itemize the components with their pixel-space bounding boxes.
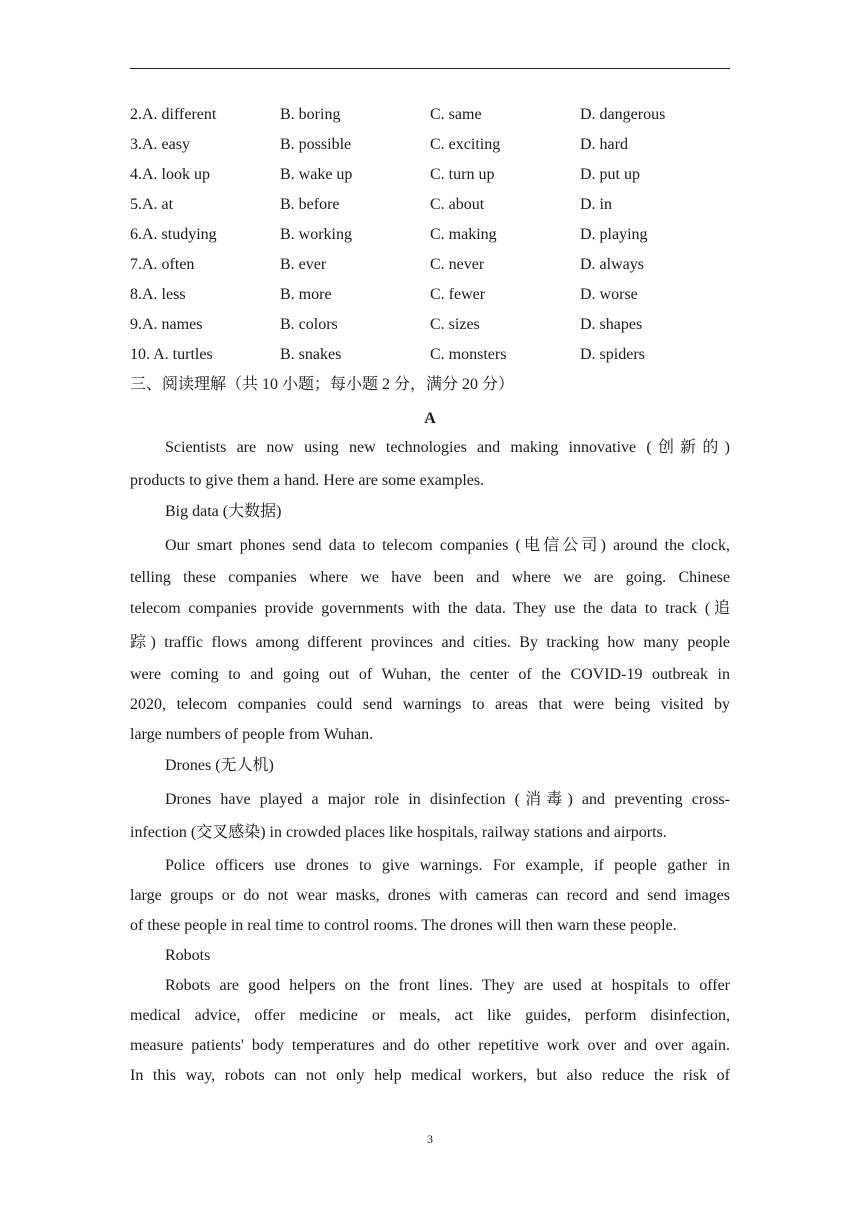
paragraph-line: 踪) traffic flows among different provinces and cities. By tracking how many people [130,634,731,651]
subheading-drones: Drones (无人机) [165,757,274,774]
options-row-4 [130,161,730,191]
option-d: D. worse [580,286,638,303]
paragraph-line: telecom companies provide governments with the data. They use the data to track (追 [130,600,730,617]
option-a: 5.A. at [130,196,174,213]
paragraph-line: large groups or do not wear masks, drones with cameras can record and send images [130,887,730,904]
option-b: B. snakes [280,346,342,363]
paragraph-line: large numbers of people from Wuhan. [130,726,374,743]
option-a: 4.A. look up [130,166,210,183]
subheading-big-data: Big data (大数据) [165,503,282,520]
option-c: C. same [430,106,482,123]
option-c: C. about [430,196,485,213]
option-b: B. ever [280,256,327,273]
section-heading: 三、阅读理解（共 10 小题；每小题 2 分，满分 20 分） [130,376,515,393]
paragraph-line: medical advice, offer medicine or meals, act like guides, perform disinfection, [130,1007,730,1024]
options-row-9 [130,311,730,341]
option-a: 3.A. easy [130,136,190,153]
paragraph-line: of these people in real time to control rooms. The drones will then warn these people. [130,917,677,934]
option-a: 10. A. turtles [130,346,213,363]
option-d: D. shapes [580,316,643,333]
options-row-8 [130,281,730,311]
paragraph-line: Drones have played a major role in disinfection (消毒) and preventing cross- [165,791,730,808]
passage-label: A [424,410,436,427]
option-d: D. spiders [580,346,645,363]
answer-options [130,101,730,371]
subheading-robots: Robots [165,947,211,964]
options-row-5 [130,191,730,221]
paragraph-line: Our smart phones send data to telecom companies (电信公司) around the clock, [165,537,730,554]
options-row-6 [130,221,730,251]
option-b: B. boring [280,106,341,123]
paragraph-line: Police officers use drones to give warnings. For example, if people gather in [165,857,730,874]
option-d: D. in [580,196,612,213]
paragraph-line: 2020, telecom companies could send warnings to areas that were being visited by [130,696,730,713]
paragraph-line: were coming to and going out of Wuhan, the center of the COVID-19 outbreak in [130,666,730,683]
option-d: D. dangerous [580,106,666,123]
option-b: B. before [280,196,340,213]
options-row-2 [130,101,730,131]
option-d: D. hard [580,136,628,153]
paragraph-line: telling these companies where we have been and where we are going. Chinese [130,569,730,586]
option-d: D. put up [580,166,640,183]
option-c: C. never [430,256,485,273]
page-number: 3 [427,1132,433,1146]
option-b: B. more [280,286,332,303]
option-b: B. working [280,226,352,243]
option-c: C. turn up [430,166,495,183]
option-c: C. fewer [430,286,486,303]
option-a: 7.A. often [130,256,195,273]
option-a: 9.A. names [130,316,203,333]
option-c: C. exciting [430,136,501,153]
option-d: D. always [580,256,644,273]
options-row-3 [130,131,730,161]
option-b: B. possible [280,136,352,153]
paragraph-line: Scientists are now using new technologies and making innovative (创新的) [165,439,730,456]
paragraph-line: products to give them a hand. Here are some examples. [130,472,485,489]
option-d: D. playing [580,226,648,243]
header-rule [130,68,730,69]
option-c: C. making [430,226,497,243]
option-b: B. wake up [280,166,353,183]
paragraph-line: measure patients' body temperatures and do other repetitive work over and over again. [130,1037,730,1054]
paragraph-line: infection (交叉感染) in crowded places like hospitals, railway stations and airports. [130,824,667,841]
paragraph-line: In this way, robots can not only help medical workers, but also reduce the risk of [130,1067,730,1084]
option-a: 2.A. different [130,106,217,123]
option-a: 8.A. less [130,286,186,303]
option-c: C. sizes [430,316,480,333]
option-a: 6.A. studying [130,226,217,243]
option-b: B. colors [280,316,338,333]
options-row-7 [130,251,730,281]
option-c: C. monsters [430,346,507,363]
options-row-10 [130,341,730,371]
paragraph-line: Robots are good helpers on the front lines. They are used at hospitals to offer [165,977,730,994]
